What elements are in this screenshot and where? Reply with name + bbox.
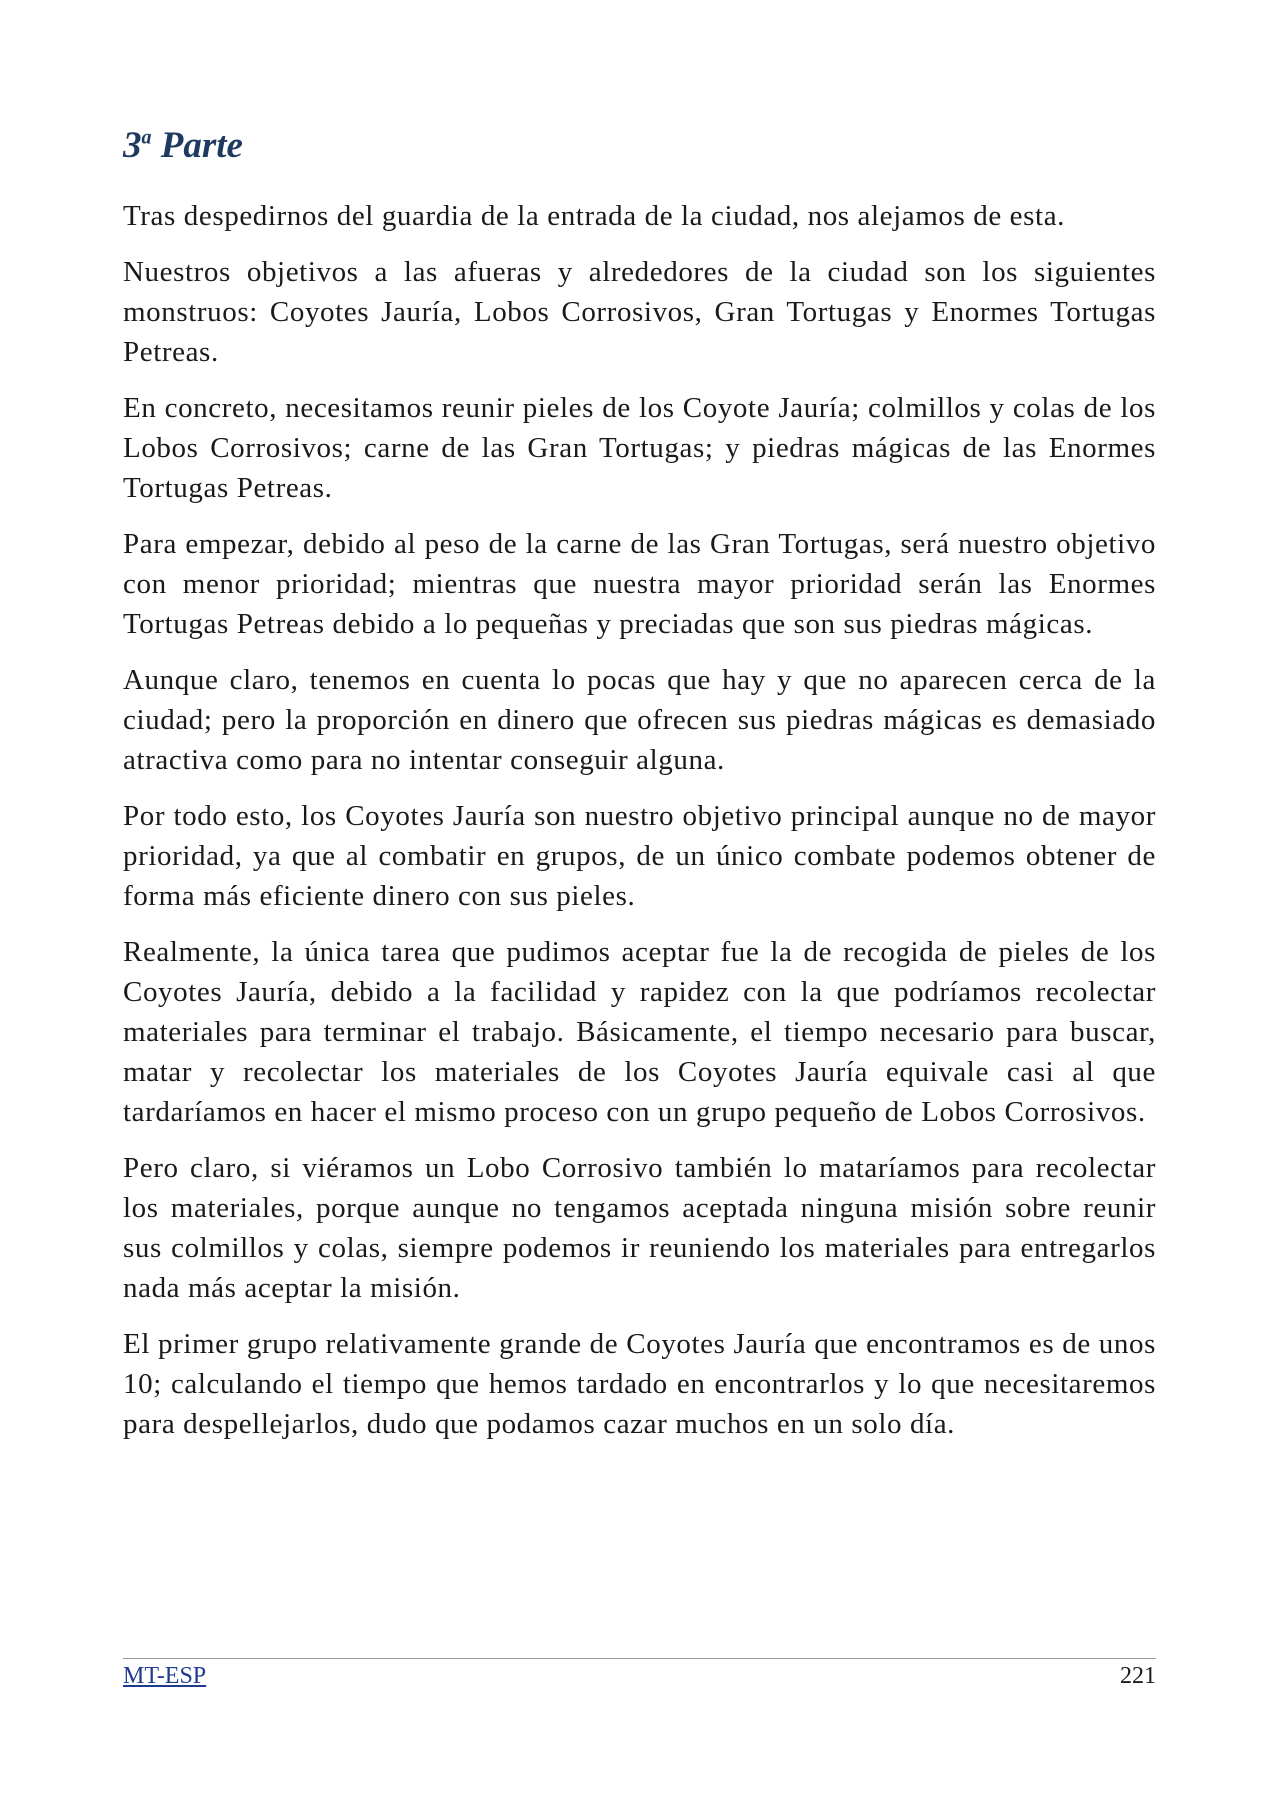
section-heading (123, 118, 1156, 174)
page-number: 221 (1120, 1663, 1156, 1689)
footer-link-mt-esp[interactable]: MT-ESP (123, 1663, 207, 1689)
heading-number: 3 (123, 125, 142, 166)
heading-ordinal: a (141, 126, 152, 149)
page-content (123, 118, 1156, 1460)
paragraph: Por todo esto, los Coyotes Jauría son nuestro objetivo principal aunque no de mayor prioridad, ya que al combatir en grupos, de un único combate podemos obtener de forma más eficiente dinero con sus pieles. (123, 800, 1156, 912)
paragraph: El primer grupo relativamente grande de Coyotes Jauría que encontramos es de unos 10; calculando el tiempo que hemos tardado en encontrarlos y lo que necesitaremos para despellejarlos, dudo que podamos cazar muchos en un solo día. (123, 1328, 1156, 1440)
paragraph: Nuestros objetivos a las afueras y alrededores de la ciudad son los siguientes monstruos: Coyotes Jauría, Lobos Corrosivos, Gran Tortugas y Enormes Tortugas Petreas. (123, 256, 1156, 368)
footer-divider (123, 1658, 1156, 1659)
paragraph: Tras despedirnos del guardia de la entrada de la ciudad, nos alejamos de esta. (123, 200, 1066, 232)
paragraph: Aunque claro, tenemos en cuenta lo pocas que hay y que no aparecen cerca de la ciudad; pero la proporción en dinero que ofrecen sus piedras mágicas es demasiado atractiva como para no intentar conseguir alguna. (123, 664, 1156, 776)
paragraph: Realmente, la única tarea que pudimos aceptar fue la de recogida de pieles de los Coyotes Jauría, debido a la facilidad y rapidez con la que podríamos recolectar materiales para terminar el trabajo. Básicamente, el tiempo necesario para buscar, matar y recolectar los materiales de los Coyotes Jauría equivale casi al que tardaríamos en hacer el mismo proceso con un grupo pequeño de Lobos Corrosivos. (123, 936, 1156, 1128)
heading-label: Parte (160, 125, 243, 166)
paragraph: Para empezar, debido al peso de la carne de las Gran Tortugas, será nuestro objetivo con menor prioridad; mientras que nuestra mayor prioridad serán las Enormes Tortugas Petreas debido a lo pequeñas y preciadas que son sus piedras mágicas. (123, 528, 1156, 640)
paragraph: En concreto, necesitamos reunir pieles de los Coyote Jauría; colmillos y colas de los Lobos Corrosivos; carne de las Gran Tortugas; y piedras mágicas de las Enormes Tortugas Petreas. (123, 392, 1156, 504)
paragraph: Pero claro, si viéramos un Lobo Corrosivo también lo mataríamos para recolectar los materiales, porque aunque no tengamos aceptada ninguna misión sobre reunir sus colmillos y colas, siempre podemos ir reuniendo los materiales para entregarlos nada más aceptar la misión. (123, 1152, 1156, 1304)
